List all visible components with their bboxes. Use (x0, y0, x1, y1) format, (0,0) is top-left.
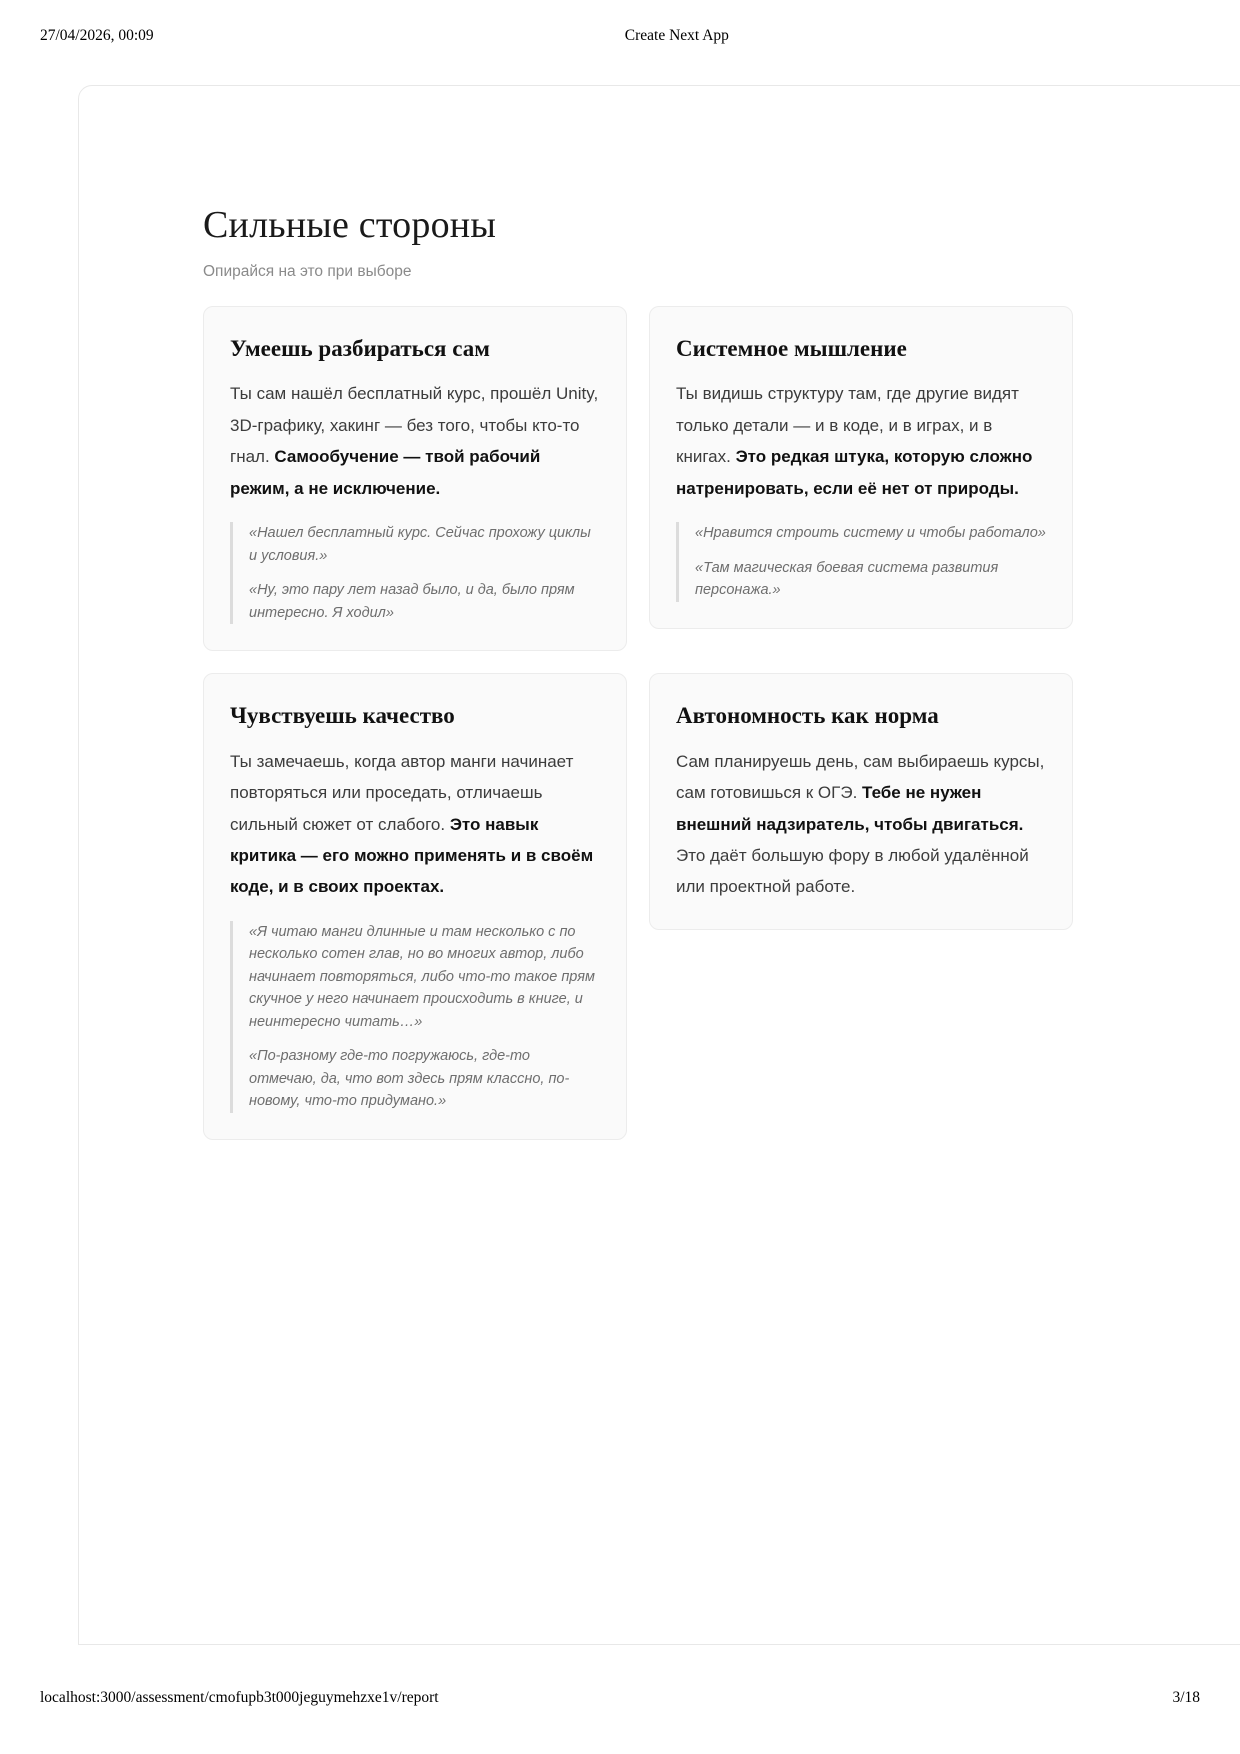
card-body-text: Ты замечаешь, когда автор манги начинает повторяться или проседать, отличаешь сильный сюжет от слабого. (230, 751, 574, 834)
report-content (203, 204, 1073, 1140)
card-body-emphasis: Это редкая штука, которую сложно натренировать, если её нет от природы. (676, 447, 1033, 498)
strength-card-body (676, 746, 1046, 903)
strength-card-quotes (676, 522, 1046, 601)
strengths-card-grid (203, 306, 1073, 1140)
card-body-emphasis: Это навык критика — его можно применять и в своём коде, и в своих проектах. (230, 814, 594, 897)
quote-item: «По-разному где-то погружаюсь, где-то отмечаю, да, что вот здесь прям классно, по-новому, что-то придумано.» (249, 1048, 570, 1110)
card-body-emphasis: Тебе не нужен внешний надзиратель, чтобы двигаться. (676, 783, 1024, 834)
strength-card-title: Умеешь разбираться сам (230, 335, 490, 361)
card-body-emphasis: Самообучение — твой рабочий режим, а не исключение. (230, 447, 541, 498)
quote-item: «Я читаю манги длинные и там несколько с по несколько сотен глав, но во многих автор, либо начинает повторяться, либо что-то такое прям скучное у него начинает происходить в книге, и неинтересно читать…» (249, 923, 595, 1030)
strength-card-title: Чувствуешь качество (230, 703, 455, 729)
card-body-text: Сам планируешь день, сам выбираешь курсы, сам готовишься к ОГЭ. (676, 751, 1045, 803)
strength-card (203, 306, 627, 651)
print-doc-title: Create Next App (624, 27, 729, 44)
quote-item: «Нравится строить систему и чтобы работало» (695, 525, 1046, 542)
strength-card-quotes (230, 522, 600, 624)
strength-card-title: Автономность как норма (676, 703, 939, 729)
print-page-number: 3/18 (1172, 1689, 1200, 1706)
strength-card-body (230, 378, 600, 504)
strength-card-title: Системное мышление (676, 335, 907, 361)
strength-card-body (230, 746, 600, 903)
quote-item: «Нашел бесплатный курс. Сейчас прохожу циклы и условия.» (249, 525, 591, 564)
quote-item: «Ну, это пару лет назад было, и да, было прям интересно. Я ходил» (249, 582, 575, 621)
quote-item: «Там магическая боевая система развития персонажа.» (695, 559, 999, 599)
card-body-text: Ты видишь структуру там, где другие видят только детали — и в коде, и в играх, и в книгах. (676, 384, 1019, 467)
strength-card-body (676, 378, 1046, 504)
print-header (0, 26, 1240, 46)
page-subtitle: Опирайся на это при выборе (203, 262, 412, 280)
strength-card (203, 673, 627, 1140)
print-date: 27/04/2026, 00:09 (40, 27, 154, 44)
card-body-text-tail: Это даёт большую фору в любой удалённой или проектной работе. (676, 845, 1029, 897)
report-page-container (78, 85, 1240, 1645)
strength-card (649, 306, 1073, 629)
page-title: Сильные стороны (203, 204, 497, 246)
strength-card-quotes (230, 921, 600, 1113)
strength-card (649, 673, 1073, 930)
print-footer-url: localhost:3000/assessment/cmofupb3t000jeguymehzxe1v/report (40, 1689, 439, 1706)
card-body-text: Ты сам нашёл бесплатный курс, прошёл Unity, 3D-графику, хакинг — без того, чтобы кто-то гнал. (230, 384, 599, 467)
print-footer (0, 1688, 1240, 1708)
